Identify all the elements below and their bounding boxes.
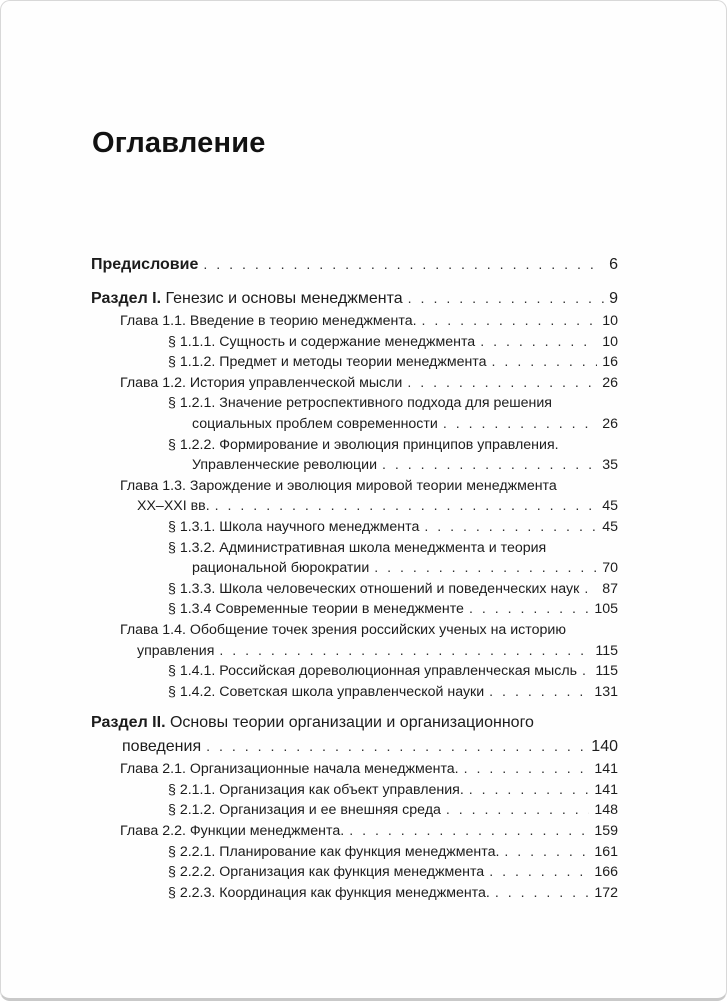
toc-entry: [91, 821, 618, 842]
toc-entry: [91, 780, 618, 801]
toc-entry-label: [168, 682, 484, 703]
toc-entry: [91, 332, 618, 353]
toc-entry-label: [91, 253, 198, 277]
dot-leader: [349, 821, 589, 842]
toc-entry-prefix: Предисловие: [91, 256, 199, 273]
dot-leader: [408, 288, 604, 312]
dot-leader: [443, 414, 597, 435]
toc-entry: [91, 862, 618, 883]
toc-entry-text: управления: [137, 642, 215, 659]
page-number: 105: [594, 601, 618, 618]
toc-entry-label: [120, 759, 459, 780]
dot-leader: [374, 558, 597, 579]
dot-leader: [584, 579, 597, 600]
page-number: 140: [591, 737, 618, 755]
toc-entry-label: [168, 862, 484, 883]
toc-line: [91, 352, 618, 373]
toc-entry: [91, 800, 618, 821]
page-number: 166: [594, 864, 618, 881]
page-number: 159: [594, 823, 618, 840]
page-number: 45: [602, 498, 618, 515]
toc-entry-text: § 2.2.1. Планирование как функция менеджмента.: [168, 843, 500, 860]
toc-entry: [91, 620, 618, 661]
toc-entry-label: [137, 641, 214, 662]
toc-entry: [91, 661, 618, 682]
toc-entry: [91, 352, 618, 373]
page-number: 172: [594, 884, 618, 901]
dot-leader: [504, 842, 589, 863]
toc-entry-label: [120, 311, 417, 332]
toc-entry-text: Глава 2.2. Функции менеджмента.: [120, 823, 345, 840]
toc-entry-text: § 2.1.1. Организация как объект управления.: [168, 781, 464, 798]
toc-entry-text: § 1.1.1. Сущность и содержание менеджмента: [168, 333, 476, 350]
toc-line: [91, 821, 618, 842]
toc-entry-text: социальных проблем современности: [192, 415, 438, 432]
toc-entry-label: [91, 711, 534, 735]
page-number: 35: [602, 457, 618, 474]
dot-leader: [492, 352, 598, 373]
page-number: 10: [602, 333, 618, 350]
dot-leader: [469, 599, 589, 620]
toc-entry: [91, 373, 618, 394]
dot-leader: [495, 883, 589, 904]
toc-line: [91, 682, 618, 703]
toc-entry-text: § 1.3.2. Административная школа менеджмента и теория: [168, 539, 547, 556]
toc-entry-label: [168, 579, 579, 600]
toc-entry-label: [137, 496, 210, 517]
toc-entry-text: § 1.2.1. Значение ретроспективного подхода для решения: [168, 395, 552, 412]
toc-entry-text: Глава 1.1. Введение в теорию менеджмента.: [120, 313, 417, 329]
toc-line: [91, 842, 618, 863]
dot-leader: [446, 800, 589, 821]
toc-line: [91, 496, 618, 517]
page-number: 16: [602, 354, 618, 371]
toc-entry-label: [192, 414, 438, 435]
toc-entry-label: [168, 517, 419, 538]
toc-entry-text: Основы теории организации и организационного: [165, 714, 534, 732]
toc-entry-label: [91, 287, 403, 311]
toc-entry-text: § 1.1.2. Предмет и методы теории менеджмента: [168, 354, 487, 371]
page-number: 6: [609, 256, 618, 273]
toc-line: [91, 735, 618, 760]
toc-entry: [91, 538, 618, 579]
page-number: 141: [594, 761, 618, 778]
toc-entry: [91, 253, 618, 278]
dot-leader: [480, 332, 597, 353]
toc-entry-label: [168, 538, 546, 559]
toc-entry-text: Глава 1.4. Обобщение точек зрения российских ученых на историю: [120, 621, 566, 638]
toc-entry: [91, 759, 618, 780]
page-number: 148: [594, 802, 618, 819]
toc-entry-text: Глава 1.2. История управленческой мысли: [120, 374, 403, 391]
page-number: 26: [602, 374, 618, 391]
toc-entry-label: [168, 599, 464, 620]
dot-leader: [469, 780, 590, 801]
toc-entry-label: [120, 620, 566, 641]
toc-entry-label: [122, 735, 201, 759]
toc-entry: [91, 682, 618, 703]
page-title: Оглавление: [92, 127, 266, 159]
page-number: 115: [595, 663, 618, 680]
dot-leader: [422, 311, 598, 332]
dot-leader: [582, 661, 590, 682]
dot-leader: [424, 517, 597, 538]
toc-entry-text: Глава 1.3. Зарождение и эволюция мировой теории менеджмента: [120, 477, 557, 494]
table-of-contents: [91, 253, 618, 903]
toc-entry-label: [120, 476, 557, 497]
toc-line: [91, 311, 618, 332]
toc-entry-text: § 1.4.2. Советская школа управленческой науки: [168, 683, 485, 700]
toc-entry-label: [192, 455, 377, 476]
toc-line: [91, 558, 618, 579]
toc-line: [91, 780, 618, 801]
toc-entry-label: [168, 661, 577, 682]
toc-line: [91, 883, 618, 904]
toc-entry-label: [168, 393, 552, 414]
dot-leader: [489, 682, 589, 703]
toc-entry-label: [168, 780, 464, 801]
dot-leader: [489, 862, 589, 883]
toc-line: [91, 800, 618, 821]
toc-entry-text: § 1.3.1. Школа научного менеджмента: [168, 518, 420, 535]
toc-line: [91, 620, 618, 641]
toc-entry: [91, 711, 618, 759]
toc-line: [91, 287, 618, 312]
page-number: 87: [602, 580, 618, 597]
toc-line: [91, 579, 618, 600]
toc-entry-text: § 2.1.2. Организация и ее внешняя среда: [168, 802, 441, 819]
toc-entry-label: [168, 435, 559, 456]
toc-entry-text: Генезис и основы менеджмента: [161, 289, 403, 307]
toc-entry-text: поведения: [122, 737, 202, 755]
toc-entry: [91, 579, 618, 600]
page-number: 9: [609, 289, 618, 307]
toc-entry-text: § 1.3.4 Современные теории в менеджменте: [168, 601, 464, 618]
page-number: 115: [595, 642, 618, 659]
toc-entry-label: [168, 332, 475, 353]
toc-entry-text: § 1.4.1. Российская дореволюционная управленческая мысль: [168, 663, 578, 680]
toc-entry-text: § 1.2.2. Формирование и эволюция принципов управления.: [168, 436, 559, 453]
toc-line: [91, 455, 618, 476]
toc-entry-label: [168, 842, 499, 863]
toc-entry-text: Глава 2.1. Организационные начала менеджмента.: [120, 761, 459, 778]
dot-leader: [407, 373, 597, 394]
toc-line: [91, 414, 618, 435]
page-number: 10: [602, 313, 618, 329]
toc-entry: [91, 883, 618, 904]
page-number: 131: [594, 683, 618, 700]
toc-entry-text: Управленческие революции: [192, 457, 378, 474]
toc-entry: [91, 393, 618, 434]
toc-line: [91, 393, 618, 414]
toc-line: [91, 476, 618, 497]
toc-entry-text: XX–XXI вв.: [137, 498, 210, 515]
toc-line: [91, 332, 618, 353]
toc-entry-prefix: Раздел I.: [91, 289, 162, 307]
toc-entry-prefix: Раздел II.: [91, 714, 166, 732]
toc-entry-label: [168, 352, 487, 373]
dot-leader: [382, 455, 597, 476]
page-number: 161: [594, 843, 618, 860]
toc-line: [91, 599, 618, 620]
toc-entry-label: [168, 883, 490, 904]
toc-line: [91, 641, 618, 662]
dot-leader: [203, 254, 604, 278]
toc-entry: [91, 435, 618, 476]
toc-entry: [91, 599, 618, 620]
page-number: 45: [602, 518, 618, 535]
toc-entry-label: [192, 558, 369, 579]
toc-entry: [91, 311, 618, 332]
toc-line: [91, 373, 618, 394]
toc-line: [91, 862, 618, 883]
toc-entry-text: § 2.2.2. Организация как функция менеджмента: [168, 864, 485, 881]
toc-entry: [91, 476, 618, 517]
page-number: 26: [602, 415, 618, 432]
toc-entry-text: § 2.2.3. Координация как функция менеджмента.: [168, 884, 490, 901]
toc-entry-text: рациональной бюрократии: [192, 560, 370, 577]
toc-entry-label: [120, 373, 402, 394]
toc-line: [91, 661, 618, 682]
dot-leader: [215, 496, 598, 517]
page-number: 141: [594, 781, 618, 798]
toc-entry: [91, 287, 618, 312]
toc-line: [91, 517, 618, 538]
dot-leader: [206, 736, 586, 760]
toc-line: [91, 711, 618, 735]
dot-leader: [219, 641, 590, 662]
toc-line: [91, 253, 618, 278]
toc-entry-text: § 1.3.3. Школа человеческих отношений и поведенческих наук: [168, 580, 580, 597]
dot-leader: [464, 759, 590, 780]
toc-line: [91, 538, 618, 559]
toc-line: [91, 435, 618, 456]
toc-line: [91, 759, 618, 780]
page-number: 70: [602, 560, 618, 577]
toc-entry: [91, 517, 618, 538]
toc-entry-label: [168, 800, 441, 821]
toc-entry-label: [120, 821, 344, 842]
toc-entry: [91, 842, 618, 863]
